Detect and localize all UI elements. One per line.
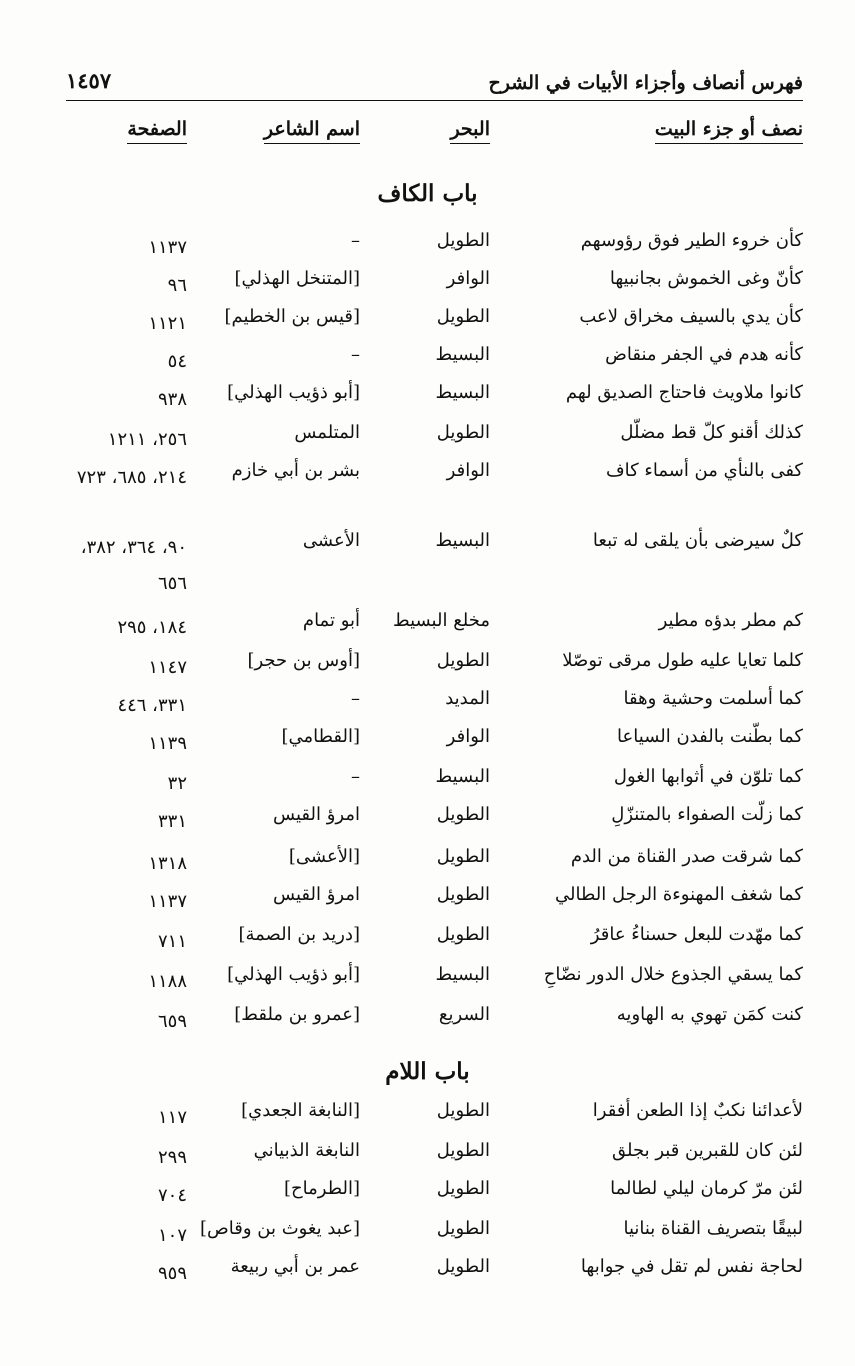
page-refs: ١٨٤، ٢٩٥ — [117, 617, 187, 638]
table-row — [0, 530, 855, 594]
meter-text: السريع — [438, 1004, 490, 1025]
section-title-lam: باب اللام — [385, 1058, 470, 1085]
column-header-page: الصفحة — [127, 118, 187, 140]
poet-name: الأعشى — [302, 530, 360, 551]
table-row — [0, 650, 855, 690]
poet-name: [أوس بن حجر] — [247, 650, 360, 671]
table-row — [0, 924, 855, 964]
verse-text: كأنّ وغى الخموش بجانبيها — [609, 268, 803, 289]
table-row — [0, 1140, 855, 1180]
table-row — [0, 804, 855, 844]
verse-text: كما شغف المهنوءة الرجل الطالي — [555, 884, 803, 905]
page-refs: ٢٩٩ — [157, 1147, 187, 1168]
column-header-meter: البحر — [450, 118, 490, 140]
page-refs: ٩٠، ٣٦٤، ٣٨٢، ٦٥٦ — [80, 537, 187, 594]
meter-text: الطويل — [436, 804, 490, 825]
table-row — [0, 726, 855, 766]
section-title-kaf: باب الكاف — [377, 180, 478, 207]
page-refs: ١١٨٨ — [148, 971, 187, 992]
poet-name: امرؤ القيس — [273, 804, 360, 825]
table-row — [0, 688, 855, 728]
verse-text: كما بطّنت بالفدن السياعا — [617, 726, 803, 747]
page-refs: ١٣١٨ — [148, 853, 187, 874]
poet-name: [عبد يغوث بن وقاص] — [199, 1218, 360, 1239]
meter-text: الوافر — [446, 268, 490, 289]
verse-text: كأن خروء الطير فوق رؤوسهم — [580, 230, 803, 251]
table-row — [0, 268, 855, 308]
poet-name: [النابغة الجعدي] — [241, 1100, 360, 1121]
poet-name: [الأعشى] — [288, 846, 360, 867]
meter-text: الوافر — [446, 726, 490, 747]
page-refs: ١٠٧ — [157, 1225, 187, 1246]
page-refs: ٣٣١، ٤٤٦ — [117, 695, 187, 716]
poet-name: [المتنخل الهذلي] — [234, 268, 360, 289]
table-row — [0, 1004, 855, 1044]
table-row — [0, 382, 855, 422]
page-refs: ١١٢١ — [148, 313, 187, 334]
table-row — [0, 1256, 855, 1296]
verse-text: كلما تعايا عليه طول مرقى توصّلا — [562, 650, 803, 671]
meter-text: المديد — [445, 688, 490, 709]
poet-name: امرؤ القيس — [273, 884, 360, 905]
table-row — [0, 422, 855, 462]
page-refs: ٦٥٩ — [157, 1011, 187, 1032]
verse-text: لئن كان للقبرين قبر بجلق — [612, 1140, 803, 1161]
page-refs: ٧١١ — [157, 931, 187, 952]
poet-name: – — [351, 688, 360, 709]
page-number: ١٤٥٧ — [66, 68, 112, 93]
poet-name: أبو تمام — [302, 610, 360, 631]
table-row — [0, 344, 855, 384]
poet-name: [أبو ذؤيب الهذلي] — [227, 382, 360, 403]
verse-text: كم مطر بدؤه مطير — [658, 610, 803, 631]
meter-text: الوافر — [446, 460, 490, 481]
poet-name: [أبو ذؤيب الهذلي] — [227, 964, 360, 985]
table-row — [0, 306, 855, 346]
page-refs: ٩٣٨ — [157, 389, 187, 410]
page-refs: ١١٣٧ — [148, 891, 187, 912]
running-header — [66, 64, 803, 101]
page-refs: ٣٣١ — [157, 811, 187, 832]
poet-name: المتلمس — [294, 422, 360, 443]
table-row — [0, 1218, 855, 1258]
meter-text: الطويل — [436, 306, 490, 327]
page-refs: ٢٥٦، ١٢١١ — [107, 429, 187, 450]
table-row — [0, 766, 855, 806]
verse-text: لحاجة نفس لم تقل في جوابها — [580, 1256, 803, 1277]
verse-text: كلٌ سيرضى بأن يلقى له تبعا — [592, 530, 803, 551]
running-title: فهرس أنصاف وأجزاء الأبيات في الشرح — [488, 72, 803, 94]
verse-text: لبيقًا بتصريف القناة بنانيا — [623, 1218, 803, 1239]
page-refs: ١١٣٧ — [148, 237, 187, 258]
verse-text: كما تلوّن في أثوابها الغول — [613, 766, 803, 787]
poet-name: النابغة الذبياني — [253, 1140, 360, 1161]
meter-text: الطويل — [436, 1178, 490, 1199]
verse-text: لأعدائنا نكبٌ إذا الطعن أفقرا — [592, 1100, 803, 1121]
page-refs: ٩٦ — [167, 275, 187, 296]
meter-text: الطويل — [436, 650, 490, 671]
meter-text: الطويل — [436, 1100, 490, 1121]
meter-text: الطويل — [436, 230, 490, 251]
meter-text: الطويل — [436, 846, 490, 867]
poet-name: [عمرو بن ملقط] — [234, 1004, 360, 1025]
meter-text: الطويل — [436, 884, 490, 905]
verse-text: كأنه هدم في الجفر منقاض — [605, 344, 803, 365]
poet-name: [القطامي] — [281, 726, 360, 747]
poet-name: بشر بن أبي خازم — [231, 460, 360, 481]
table-row — [0, 460, 855, 500]
meter-text: الطويل — [436, 924, 490, 945]
verse-text: كما يسقي الجذوع خلال الدور نضّاحِ — [543, 964, 803, 985]
meter-text: البسيط — [435, 382, 490, 403]
verse-text: لئن مرّ كرمان ليلي لطالما — [610, 1178, 803, 1199]
poet-name: [دريد بن الصمة] — [238, 924, 360, 945]
verse-text: كانوا ملاويث فاحتاج الصديق لهم — [565, 382, 803, 403]
meter-text: الطويل — [436, 1218, 490, 1239]
poet-name: [قيس بن الخطيم] — [224, 306, 360, 327]
verse-text: كما مهّدت للبعل حسناءُ عاقرُ — [590, 924, 803, 945]
meter-text: الطويل — [436, 422, 490, 443]
page-refs: ٣٢ — [167, 773, 187, 794]
verse-text: كذلك أقنو كلّ قط مضلّل — [620, 422, 803, 443]
verse-text: كأن يدي بالسيف مخراق لاعب — [579, 306, 803, 327]
verse-text: كفى بالنأي من أسماء كاف — [605, 460, 803, 481]
poet-name: [الطرماح] — [284, 1178, 360, 1199]
page-refs: ٧٠٤ — [157, 1185, 187, 1206]
verse-text: كنت كمَن تهوي به الهاويه — [616, 1004, 803, 1025]
verse-text: كما زلّت الصفواء بالمتنزّلِ — [611, 804, 803, 825]
poet-name: – — [351, 230, 360, 251]
page-refs: ٥٤ — [167, 351, 187, 372]
page-refs: ١١٤٧ — [148, 657, 187, 678]
poet-name: – — [351, 766, 360, 787]
meter-text: الطويل — [436, 1256, 490, 1277]
verse-text: كما شرقت صدر القناة من الدم — [570, 846, 803, 867]
page-refs: ٢١٤، ٦٨٥، ٧٢٣ — [76, 467, 187, 488]
table-row — [0, 1100, 855, 1140]
column-header-poet: اسم الشاعر — [264, 118, 360, 140]
meter-text: البسيط — [435, 766, 490, 787]
page-refs: ١١٧ — [157, 1107, 187, 1128]
page-refs: ٩٥٩ — [157, 1263, 187, 1284]
table-row — [0, 1178, 855, 1218]
poet-name: – — [351, 344, 360, 365]
table-row — [0, 610, 855, 650]
meter-text: البسيط — [435, 530, 490, 551]
table-row — [0, 230, 855, 270]
verse-text: كما أسلمت وحشية وهقا — [623, 688, 803, 709]
meter-text: البسيط — [435, 344, 490, 365]
table-row — [0, 846, 855, 886]
meter-text: البسيط — [435, 964, 490, 985]
page-refs: ١١٣٩ — [148, 733, 187, 754]
poet-name: عمر بن أبي ربيعة — [230, 1256, 360, 1277]
table-row — [0, 964, 855, 1004]
meter-text: الطويل — [436, 1140, 490, 1161]
meter-text: مخلع البسيط — [392, 610, 490, 631]
table-row — [0, 884, 855, 924]
column-header-verse: نصف أو جزء البيت — [655, 118, 803, 140]
